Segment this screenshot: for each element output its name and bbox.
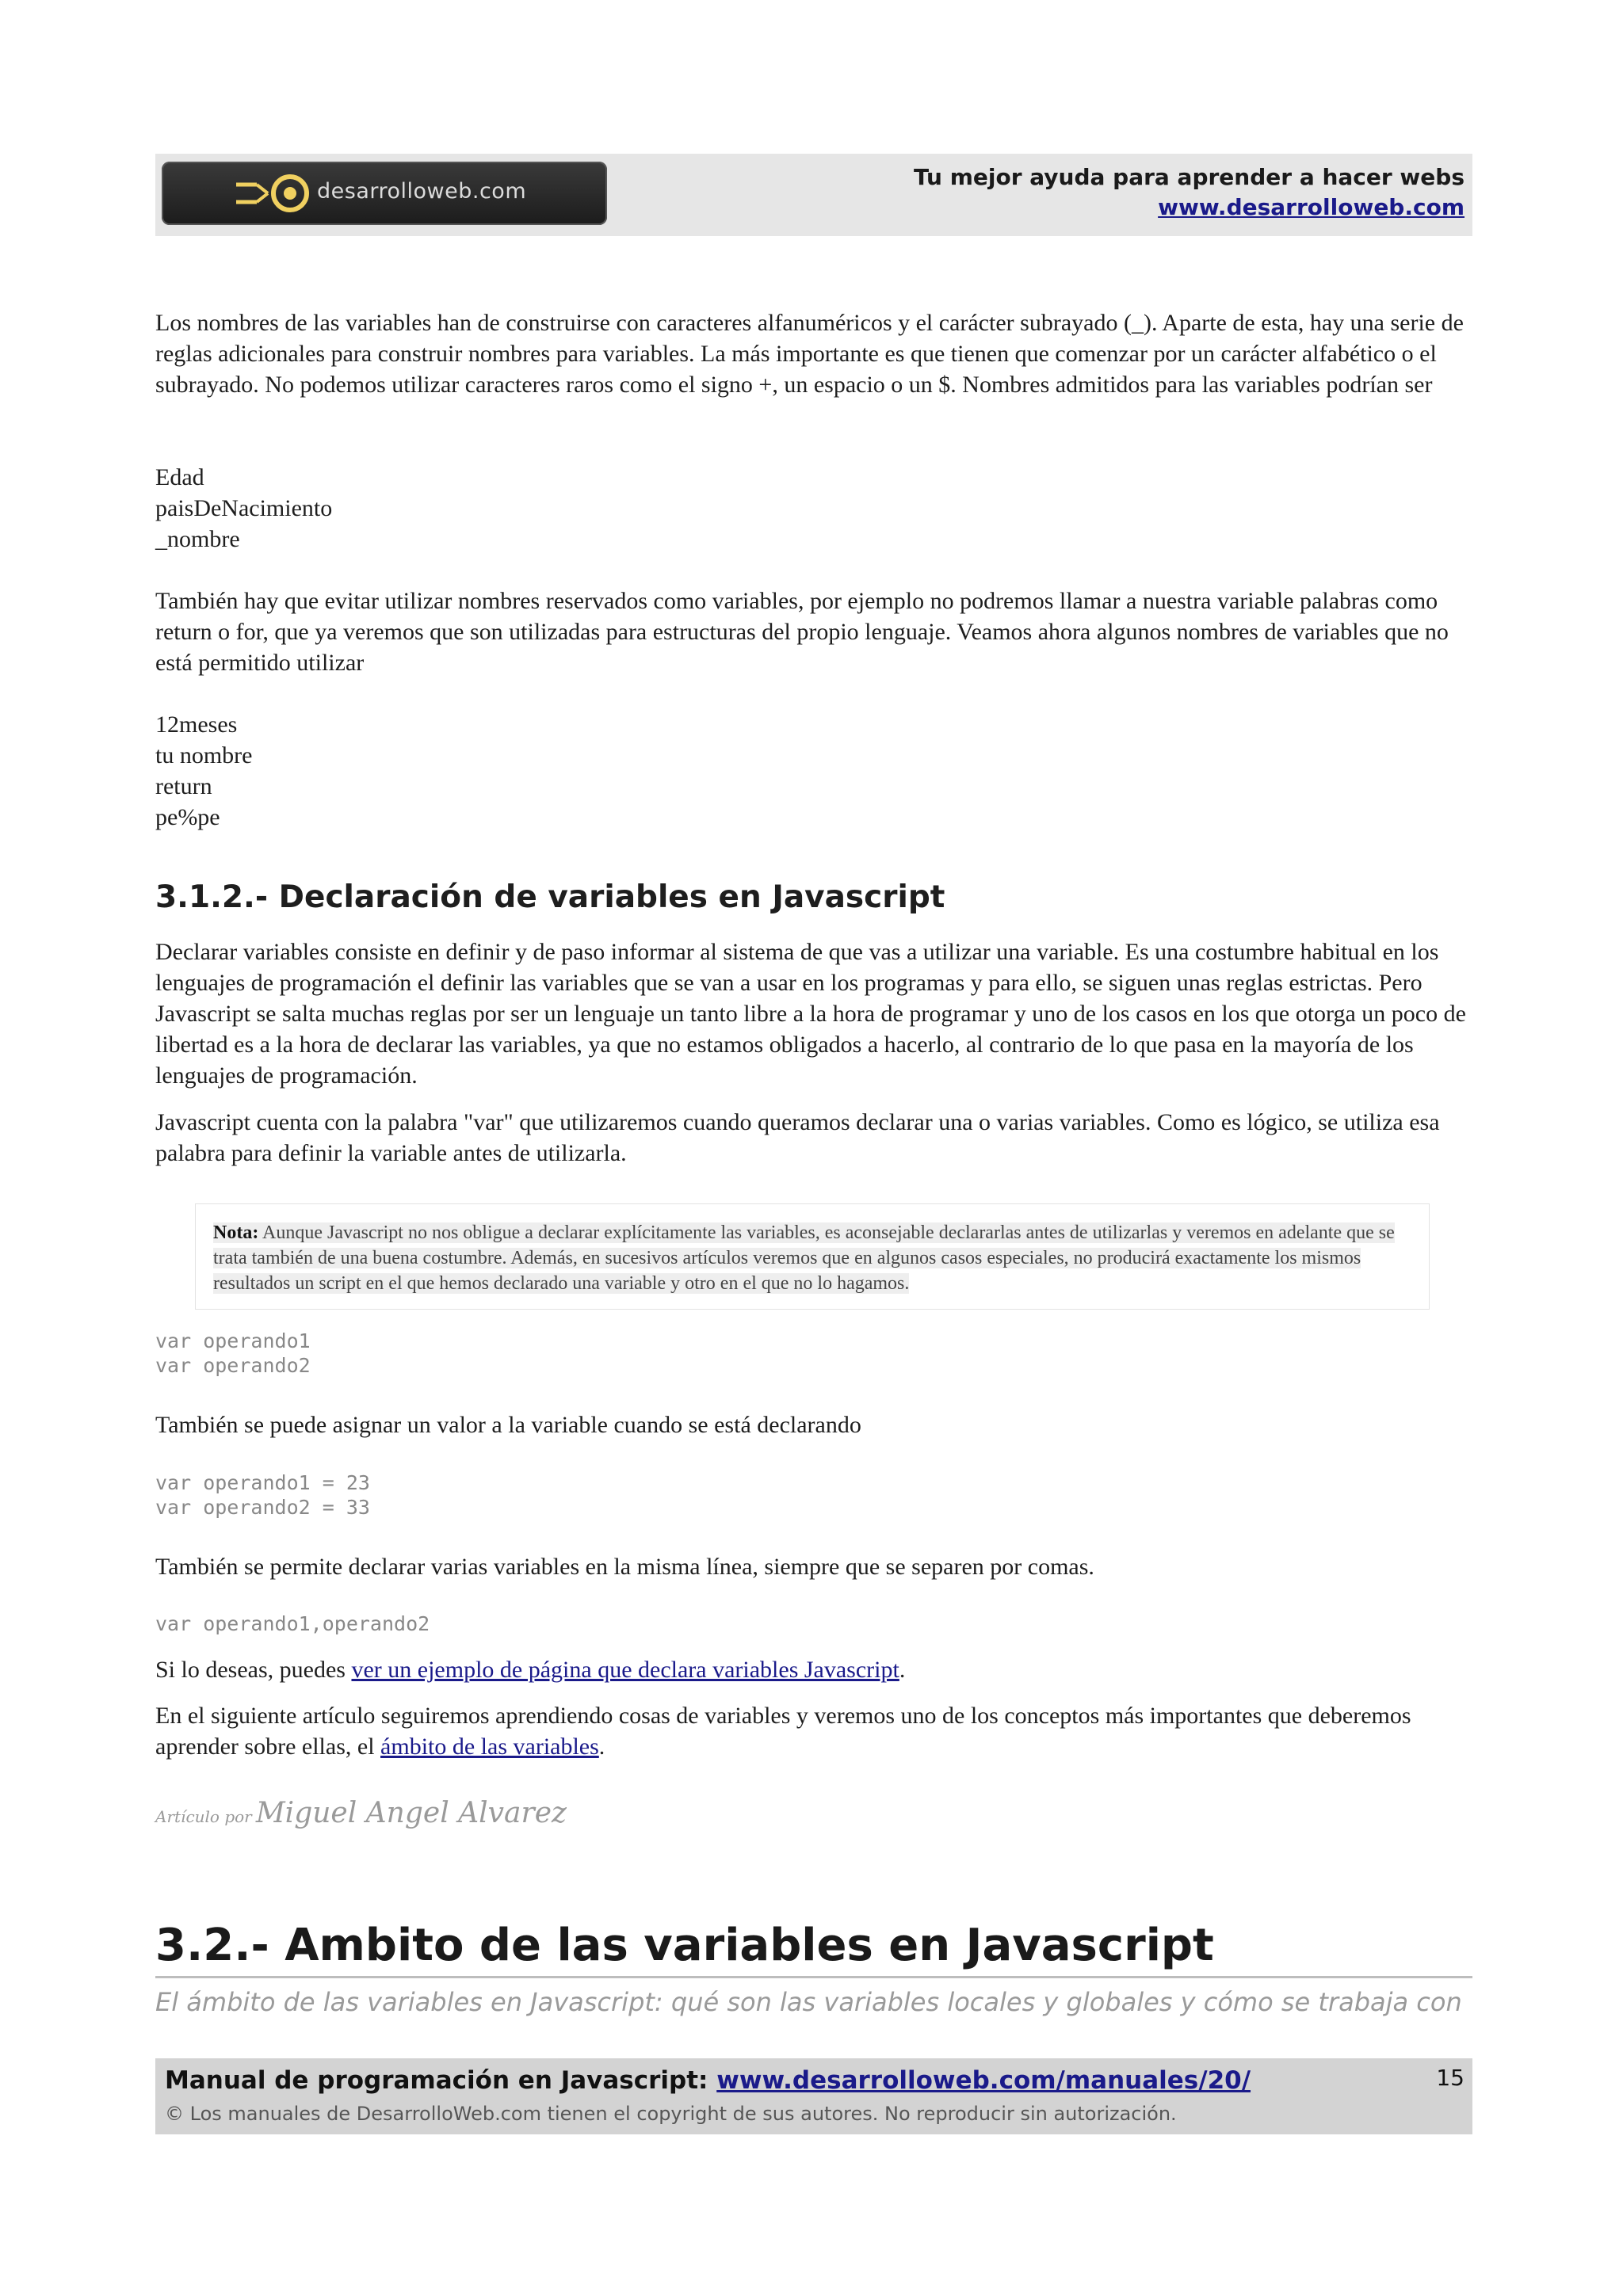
intro-text: Los nombres de las variables han de construirse con caracteres alfanuméricos y el carácter subrayado (_). Aparte de esta, hay una serie de reglas adicionales para construir nombres para variables. La más importante es que tienen que comenzar por un carácter alfabético o el subrayado. No podemos utilizar caracteres raros como el signo +, un espacio o un $. Nombres admitidos para las variables podrían ser bbox=[155, 310, 1464, 398]
note-text: Aunque Javascript no nos obligue a declarar explícitamente las variables, es aconsejable declararlas antes de utilizarlas y veremos en adelante que se trata también de una buena costumbre. Además, en sucesivos artículos veremos que en algunos casos especiales, no producirá exactamente los mismos resultados un script en el que hemos declarado una variable y otro en el que no lo hagamos. bbox=[213, 1222, 1395, 1294]
section-paragraph-1 bbox=[155, 936, 1472, 1091]
body-text: . bbox=[598, 1733, 605, 1760]
header-site-link[interactable]: www.desarrolloweb.com bbox=[1158, 194, 1465, 220]
code-block-3: var operando1,operando2 bbox=[155, 1612, 430, 1635]
section-paragraph-4 bbox=[155, 1551, 1472, 1582]
section-paragraph-5 bbox=[155, 1654, 1472, 1685]
intro-paragraph-1 bbox=[155, 307, 1472, 400]
page-number: 15 bbox=[1436, 2065, 1465, 2091]
section-subtitle: El ámbito de las variables en Javascript: qué son las variables locales y globales y cómo se trabaja con bbox=[155, 1987, 1462, 2017]
note-label: Nota: bbox=[213, 1222, 259, 1243]
valid-names-list bbox=[155, 462, 1472, 555]
invalid-names-list bbox=[155, 709, 1472, 833]
section-paragraph-2 bbox=[155, 1107, 1472, 1169]
logo-text: desarrolloweb.com bbox=[317, 179, 527, 204]
body-text: También se permite declarar varias variables en la misma línea, siempre que se separen por comas. bbox=[155, 1554, 1094, 1580]
list-item: paisDeNacimiento bbox=[155, 495, 333, 521]
body-text: También se puede asignar un valor a la variable cuando se está declarando bbox=[155, 1412, 861, 1438]
byline-prefix: Artículo por bbox=[155, 1807, 252, 1826]
section-heading-3-2: 3.2.- Ambito de las variables en Javascript bbox=[155, 1920, 1214, 1971]
variable-scope-link[interactable]: ámbito de las variables bbox=[380, 1733, 599, 1760]
heading-divider bbox=[155, 1976, 1472, 1978]
intro-text: También hay que evitar utilizar nombres reservados como variables, por ejemplo no podremos llamar a nuestra variable palabras como return o for, que ya veremos que son utilizadas para estructuras del propio lenguaje. Veamos ahora algunos nombres de variables que no está permitido utilizar bbox=[155, 588, 1449, 676]
note-box bbox=[195, 1203, 1430, 1310]
byline-author: Miguel Angel Alvarez bbox=[255, 1797, 567, 1829]
list-item: tu nombre bbox=[155, 742, 253, 769]
page-footer bbox=[155, 2058, 1472, 2134]
list-item: _nombre bbox=[155, 526, 240, 552]
section-paragraph-6 bbox=[155, 1700, 1472, 1762]
code-block-1: var operando1 var operando2 bbox=[155, 1329, 311, 1377]
code-block-2: var operando1 = 23 var operando2 = 33 bbox=[155, 1471, 370, 1519]
section-heading-3-1-2: 3.1.2.- Declaración de variables en Javascript bbox=[155, 879, 945, 915]
section-paragraph-3 bbox=[155, 1409, 1472, 1440]
body-text: En el siguiente artículo seguiremos aprendiendo cosas de variables y veremos uno de los conceptos más importantes que deberemos aprender sobre ellas, el bbox=[155, 1703, 1411, 1760]
body-text: Si lo deseas, puedes bbox=[155, 1657, 352, 1683]
body-text: Javascript cuenta con la palabra "var" que utilizaremos cuando queramos declarar una o varias variables. Como es lógico, se utiliza esa palabra para definir la variable antes de utilizarla. bbox=[155, 1109, 1440, 1166]
footer-manual-label: Manual de programación en Javascript: bbox=[165, 2066, 708, 2095]
footer-title bbox=[165, 2065, 1251, 2096]
header-tagline: Tu mejor ayuda para aprender a hacer webs bbox=[914, 164, 1465, 190]
list-item: pe%pe bbox=[155, 804, 220, 830]
footer-manual-link[interactable]: www.desarrolloweb.com/manuales/20/ bbox=[716, 2066, 1251, 2095]
list-item: 12meses bbox=[155, 711, 238, 738]
desarrolloweb-logo[interactable] bbox=[162, 162, 607, 225]
logo-mark-icon bbox=[233, 174, 312, 213]
footer-copyright: © Los manuales de DesarrolloWeb.com tienen el copyright de sus autores. No reproducir sin autorización. bbox=[165, 2103, 1177, 2125]
list-item: return bbox=[155, 773, 212, 799]
list-item: Edad bbox=[155, 464, 204, 490]
body-text: . bbox=[899, 1657, 906, 1683]
body-text: Declarar variables consiste en definir y de paso informar al sistema de que vas a utilizar una variable. Es una costumbre habitual en los lenguajes de programación el definir las variables que se van a usar en los programas y para ello, se siguen unas reglas estrictas. Pero Javascript se salta muchas reglas por ser un lenguaje un tanto libre a la hora de programar y uno de los casos en los que otorga un poco de libertad es a la hora de declarar las variables, ya que no estamos obligados a hacerlo, al contrario de lo que pasa en la mayoría de los lenguajes de programación. bbox=[155, 939, 1466, 1089]
intro-paragraph-2 bbox=[155, 585, 1472, 678]
example-page-link[interactable]: ver un ejemplo de página que declara variables Javascript bbox=[351, 1657, 899, 1683]
article-byline bbox=[155, 1797, 567, 1829]
page-header bbox=[155, 154, 1472, 236]
